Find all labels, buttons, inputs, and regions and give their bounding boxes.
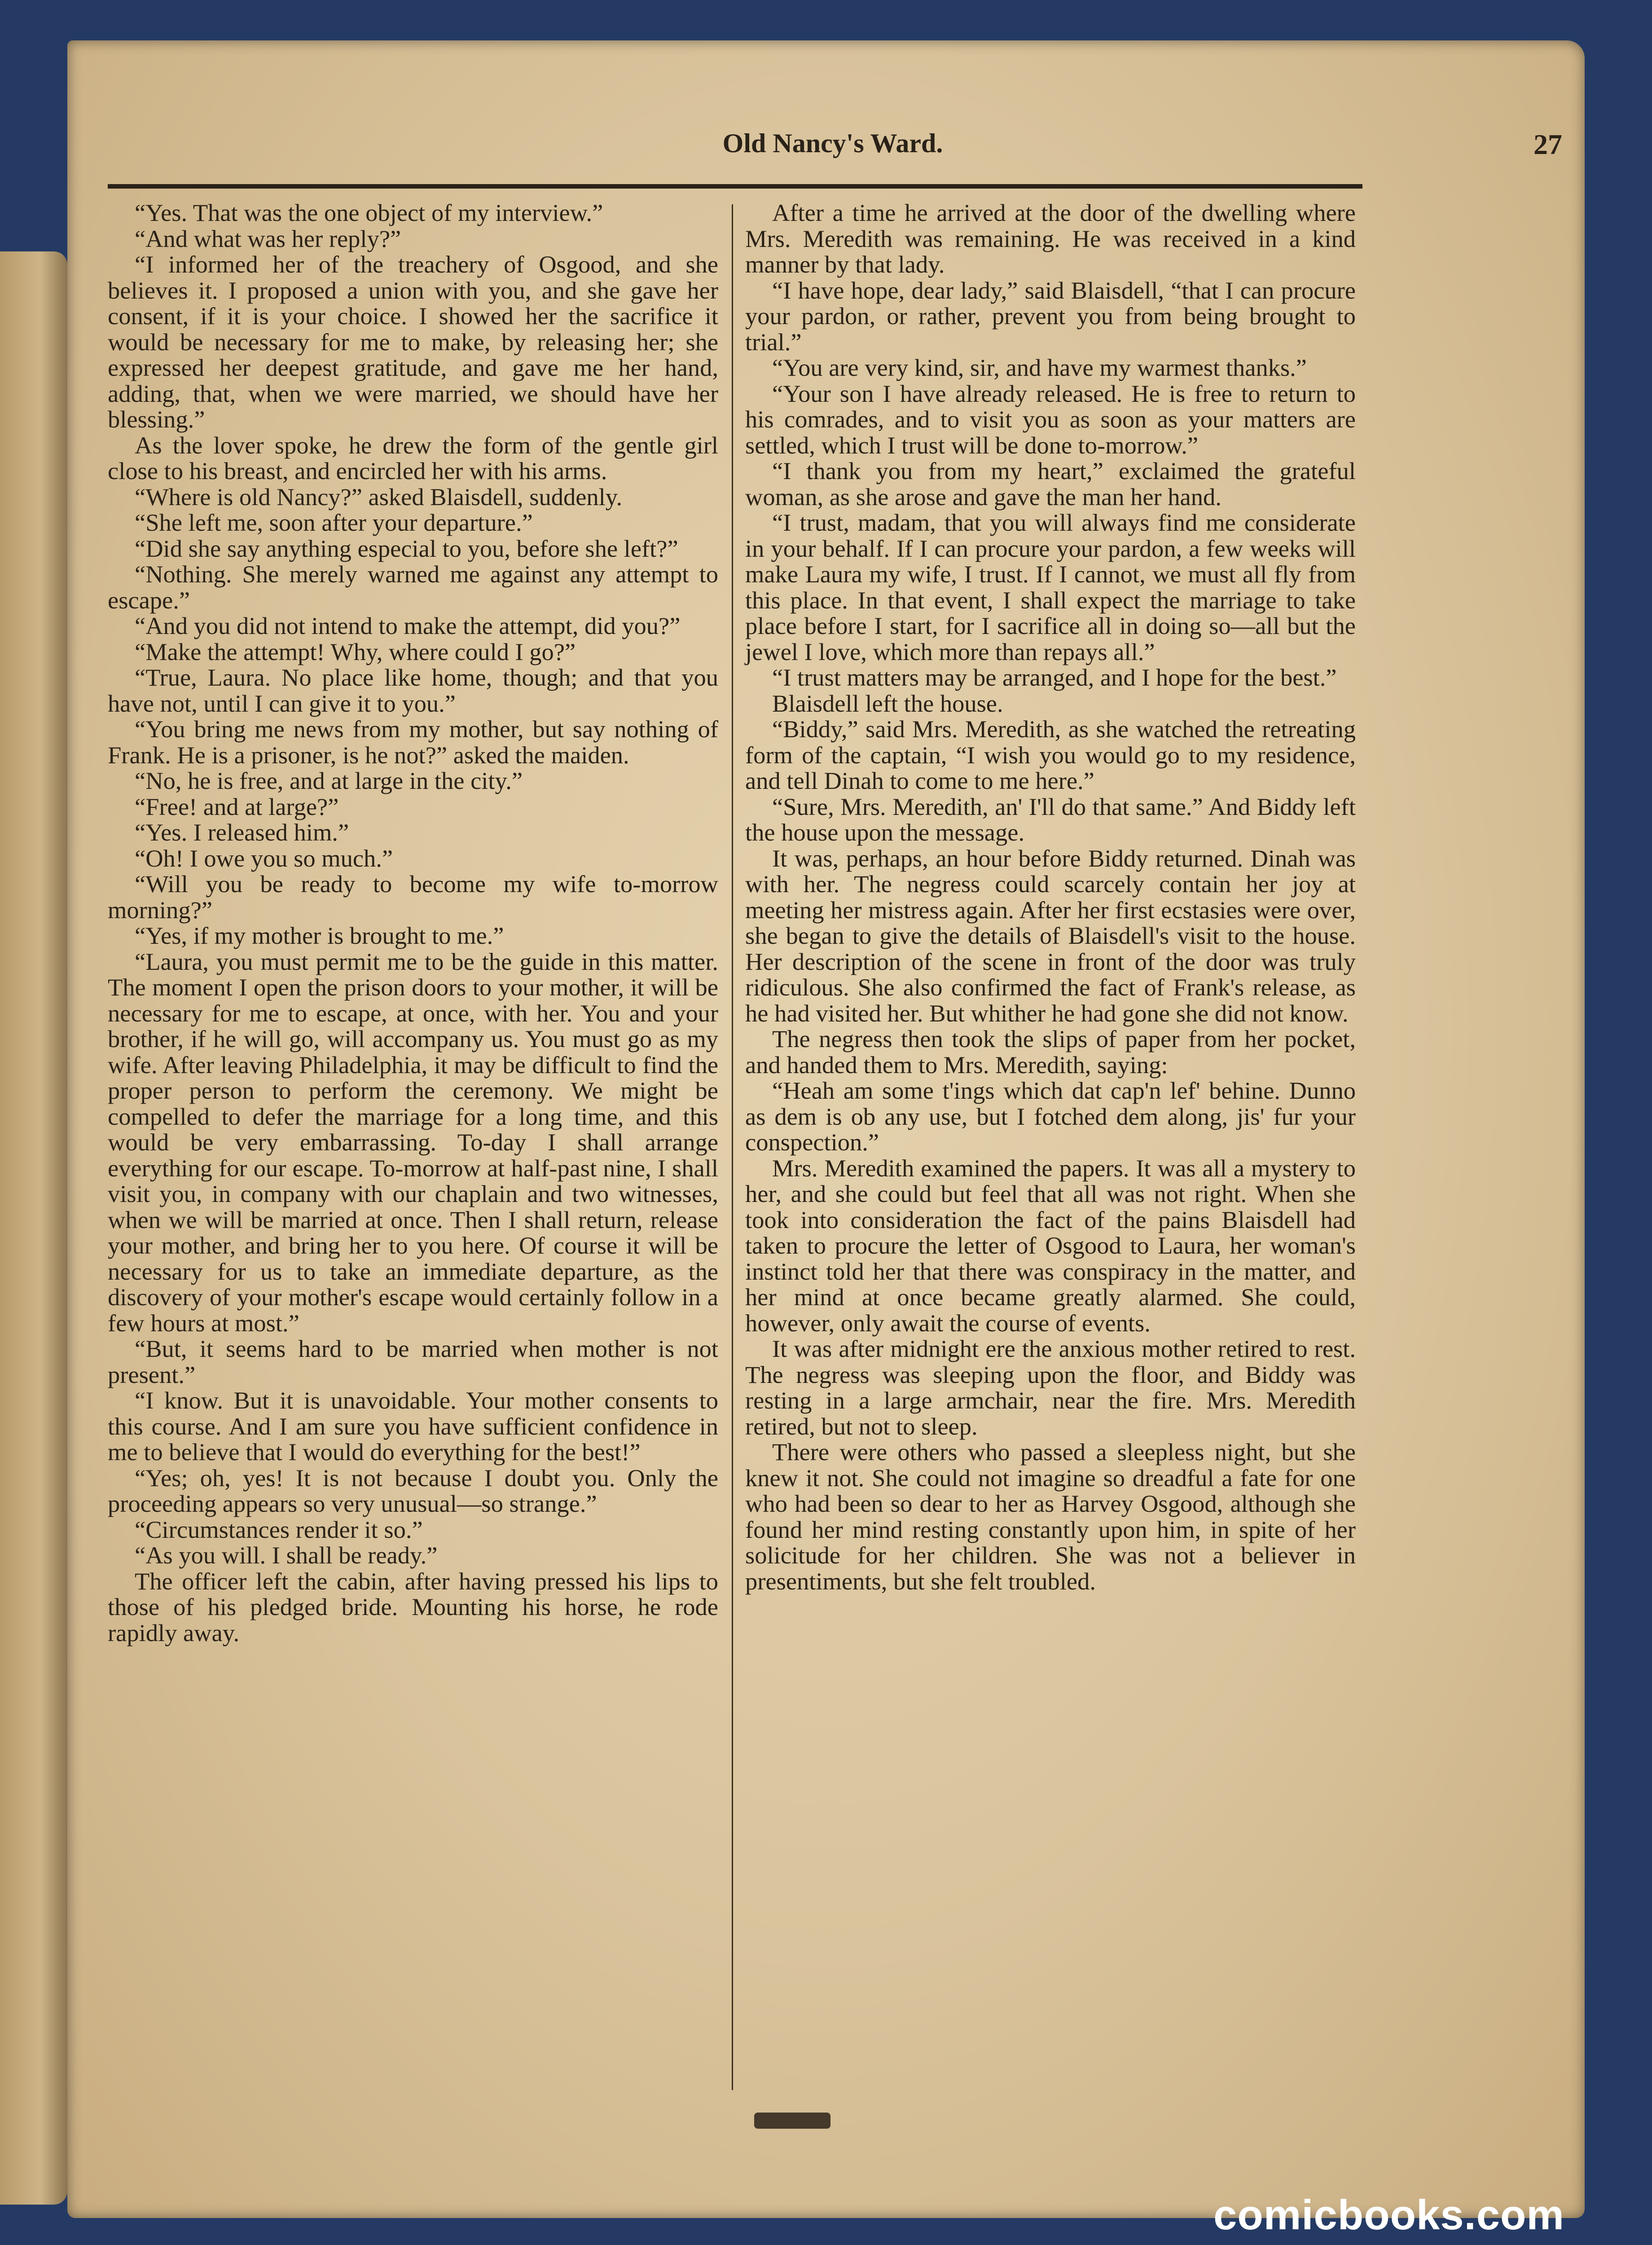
paragraph: “And you did not intend to make the attempt, did you?” <box>135 612 681 639</box>
paragraph: As the lover spoke, he drew the form of the gentle girl close to his breast, and encircled her with his arms. <box>108 431 718 484</box>
paragraph: “Oh! I owe you so much.” <box>135 844 393 872</box>
watermark: comicbooks.com <box>1213 2191 1564 2238</box>
paragraph: “Where is old Nancy?” asked Blaisdell, suddenly. <box>135 483 623 511</box>
left-column <box>108 200 718 1646</box>
facing-page-edge <box>0 251 67 2205</box>
paragraph: “True, Laura. No place like home, though; and that you have not, until I can give it to you.” <box>108 664 718 717</box>
paragraph: “I know. But it is unavoidable. Your mother consents to this course. And I am sure you have sufficient confidence in me to believe that I would do everything for the best!” <box>108 1387 718 1466</box>
paragraph: “I informed her of the treachery of Osgood, and she believes it. I proposed a union with you, and she gave her consent, if it is your choice. I showed her the sacrifice it would be necessary for me to make, by releasing her; she expressed her deepest gratitude, and gave me her hand, adding, that, when we were married, we should have her blessing.” <box>108 251 718 433</box>
paragraph: “I have hope, dear lady,” said Blaisdell, “that I can procure your pardon, or rather, prevent you from being brought to trial.” <box>745 276 1356 356</box>
paragraph: Mrs. Meredith examined the papers. It was all a mystery to her, and she could but feel that all was not right. When she took into consideration the fact of the pains Blaisdell had taken to procure the letter of Osgood to Laura, her woman's instinct told her that there was conspiracy in the matter, and her mind at once became greatly alarmed. She could, however, only await the course of events. <box>745 1154 1356 1337</box>
paragraph: “You bring me news from my mother, but say nothing of Frank. He is a prisoner, is he not?” asked the maiden. <box>108 715 718 769</box>
paragraph: “Sure, Mrs. Meredith, an' I'll do that same.” And Biddy left the house upon the message. <box>745 792 1356 846</box>
paragraph: “You are very kind, sir, and have my warmest thanks.” <box>772 354 1307 381</box>
paragraph: “Circumstances render it so.” <box>135 1515 423 1543</box>
paragraph: The negress then took the slips of paper from her pocket, and handed them to Mrs. Meredith, saying: <box>745 1025 1356 1078</box>
paragraph: It was after midnight ere the anxious mother retired to rest. The negress was sleeping upon the floor, and Biddy was resting in a large armchair, near the fire. Mrs. Meredith retired, but not to sleep. <box>745 1335 1356 1440</box>
paragraph: “No, he is free, and at large in the city.” <box>135 767 523 794</box>
page-title: Old Nancy's Ward. <box>722 128 943 158</box>
paragraph: There were others who passed a sleepless night, but she knew it not. She could not imagine so dreadful a fate for one who had been so dear to her as Harvey Osgood, although she found her mind resting constantly upon him, in spite of her solicitude for her children. She was not a believer in presentiments, but she felt troubled. <box>745 1438 1356 1595</box>
paragraph: “And what was her reply?” <box>135 224 401 252</box>
paragraph: “Nothing. She merely warned me against any attempt to escape.” <box>108 560 718 614</box>
paragraph: “Yes. I released him.” <box>135 819 349 846</box>
ink-mark <box>754 2113 830 2129</box>
header-rule <box>108 184 1362 189</box>
column-divider <box>732 204 733 2090</box>
paragraph: “Yes. That was the one object of my interview.” <box>135 199 603 226</box>
paragraph: “Heah am some t'ings which dat cap'n lef' behine. Dunno as dem is ob any use, but I fotched dem along, jis' fur your conspection.” <box>745 1077 1356 1156</box>
paragraph: “Yes, if my mother is brought to me.” <box>135 922 504 949</box>
paragraph: “Did she say anything especial to you, before she left?” <box>135 534 678 562</box>
paragraph: It was, perhaps, an hour before Biddy returned. Dinah was with her. The negress could scarcely contain her joy at meeting her mistress again. After her first ecstasies were over, she began to give the details of Blaisdell's visit to the house. Her description of the scene in front of the door was truly ridiculous. She also confirmed the fact of Frank's release, as he had visited her. But whither he had gone she did not know. <box>745 844 1356 1027</box>
paragraph: The officer left the cabin, after having pressed his lips to those of his pledged bride. Mounting his horse, he rode rapidly away. <box>108 1567 718 1646</box>
paragraph: Blaisdell left the house. <box>772 689 1003 717</box>
paragraph: “But, it seems hard to be married when mother is not present.” <box>108 1335 718 1388</box>
right-column <box>745 200 1356 1594</box>
paragraph: “Your son I have already released. He is free to return to his comrades, and to visit you as soon as your matters are settled, which I trust will be done to-morrow.” <box>745 379 1356 459</box>
paragraph: “I trust, madam, that you will always find me considerate in your behalf. If I can procure your pardon, a few weeks will make Laura my wife, I trust. If I cannot, we must all fly from this place. In that event, I shall expect the marriage to take place before I start, for I sacrifice all in doing so—all but the jewel I love, which more than repays all.” <box>745 509 1356 665</box>
paragraph: “Biddy,” said Mrs. Meredith, as she watched the retreating form of the captain, “I wish you would go to my residence, and tell Dinah to come to me here.” <box>745 715 1356 794</box>
paragraph: “As you will. I shall be ready.” <box>135 1541 438 1569</box>
paragraph: “Make the attempt! Why, where could I go?” <box>135 638 576 665</box>
running-head <box>103 128 1562 182</box>
paragraph: “Yes; oh, yes! It is not because I doubt you. Only the proceeding appears so very unusual—so strange.” <box>108 1464 718 1517</box>
paragraph: “I trust matters may be arranged, and I hope for the best.” <box>772 664 1337 691</box>
paragraph: “Will you be ready to become my wife to-morrow morning?” <box>108 870 718 924</box>
paragraph: “I thank you from my heart,” exclaimed the grateful woman, as she arose and gave the man her hand. <box>745 457 1356 511</box>
paragraph: After a time he arrived at the door of the dwelling where Mrs. Meredith was remaining. He was received in a kind manner by that lady. <box>745 199 1356 278</box>
paragraph: “She left me, soon after your departure.” <box>135 509 533 536</box>
paragraph: “Free! and at large?” <box>135 792 339 820</box>
page-number: 27 <box>1533 128 1562 160</box>
paragraph: “Laura, you must permit me to be the guide in this matter. The moment I open the prison doors to your mother, it will be necessary for me to escape, at once, with her. You and your brother, if he will go, will accompany us. You must go as my wife. After leaving Philadelphia, it may be difficult to find the proper person to perform the ceremony. We might be compelled to defer the marriage for a long time, and this would be very embarrassing. To-day I shall arrange everything for our escape. To-morrow at half-past nine, I shall visit you, in company with our chaplain and two witnesses, when we will be married at once. Then I shall return, release your mother, and bring her to you here. Of course it will be necessary for us to take an immediate departure, as the discovery of your mother's escape would certainly follow in a few hours at most.” <box>108 947 718 1337</box>
